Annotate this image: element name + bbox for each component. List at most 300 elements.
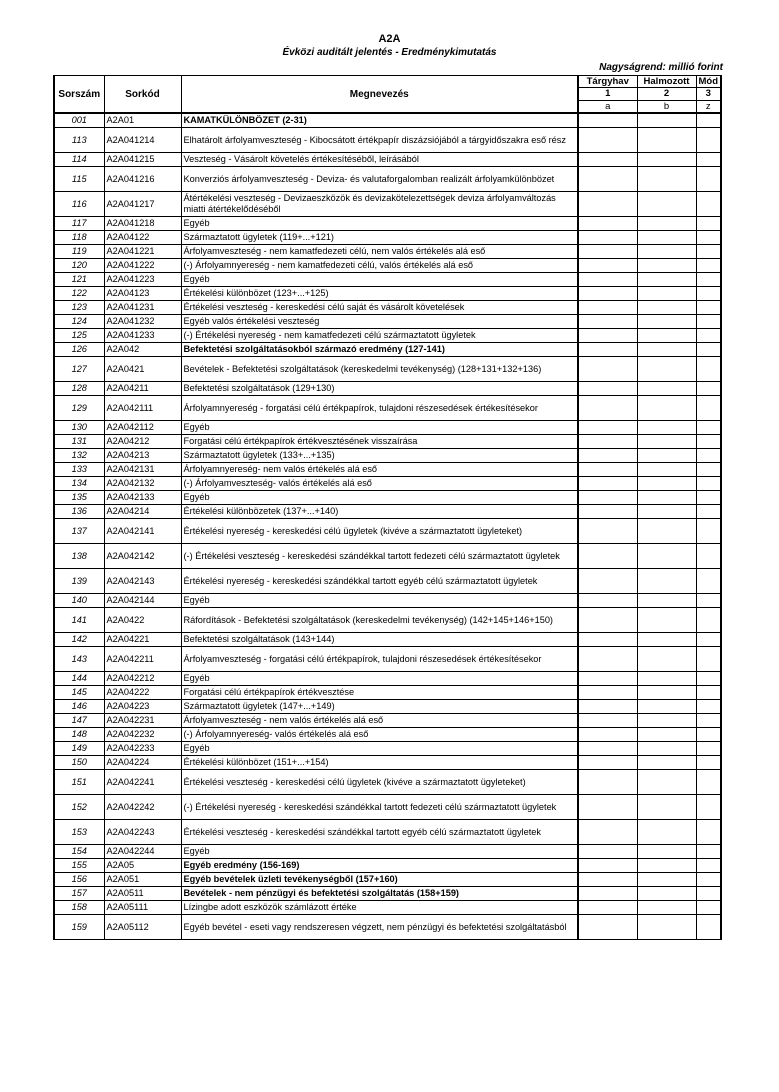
table-row xyxy=(54,901,721,915)
value-cell-month xyxy=(578,396,637,421)
value-cell-month xyxy=(578,756,637,770)
table-row xyxy=(54,569,721,594)
value-cell-month xyxy=(578,505,637,519)
value-cell-cumulative xyxy=(637,273,696,287)
value-cell-cumulative xyxy=(637,594,696,608)
table-row xyxy=(54,756,721,770)
row-code: A2A042133 xyxy=(104,491,181,505)
value-cell-mod xyxy=(696,421,721,435)
row-code: A2A04123 xyxy=(104,287,181,301)
table-row xyxy=(54,343,721,357)
value-cell-month xyxy=(578,273,637,287)
header-col1-num: 1 xyxy=(578,88,637,100)
header-col3: Mód xyxy=(696,76,721,88)
row-name: Értékelési különbözet (123+...+125) xyxy=(181,287,578,301)
value-cell-mod xyxy=(696,728,721,742)
value-cell-month xyxy=(578,633,637,647)
row-name: Értékelési veszteség - kereskedési célú saját és vásárolt követelések xyxy=(181,301,578,315)
table-row xyxy=(54,770,721,795)
row-name: (-) Értékelési veszteség - kereskedési szándékkal tartott fedezeti célú származtatott ügyletek xyxy=(181,544,578,569)
report-subtitle: Évközi auditált jelentés - Eredménykimutatás xyxy=(282,47,497,58)
value-cell-cumulative xyxy=(637,569,696,594)
row-code: A2A01 xyxy=(104,113,181,128)
row-name: Egyéb bevételek üzleti tevékenységből (157+160) xyxy=(181,873,578,887)
row-name: Egyéb xyxy=(181,594,578,608)
value-cell-mod xyxy=(696,544,721,569)
value-cell-mod xyxy=(696,396,721,421)
row-name: Értékelési különbözetek (137+...+140) xyxy=(181,505,578,519)
value-cell-month xyxy=(578,343,637,357)
row-number: 001 xyxy=(54,113,104,128)
row-number: 119 xyxy=(54,245,104,259)
row-name: Értékelési veszteség - kereskedési célú ügyletek (kivéve a származtatott ügyleteket) xyxy=(181,770,578,795)
row-number: 126 xyxy=(54,343,104,357)
value-cell-cumulative xyxy=(637,421,696,435)
table-row xyxy=(54,742,721,756)
table-row xyxy=(54,728,721,742)
value-cell-mod xyxy=(696,287,721,301)
report-title: A2A xyxy=(378,33,401,45)
row-name: Egyéb xyxy=(181,421,578,435)
table-row xyxy=(54,820,721,845)
value-cell-cumulative xyxy=(637,728,696,742)
table-row xyxy=(54,915,721,940)
row-code: A2A042131 xyxy=(104,463,181,477)
value-cell-cumulative xyxy=(637,700,696,714)
value-cell-cumulative xyxy=(637,544,696,569)
table-row xyxy=(54,113,721,128)
value-cell-month xyxy=(578,301,637,315)
row-number: 145 xyxy=(54,686,104,700)
value-cell-month xyxy=(578,859,637,873)
table-row xyxy=(54,421,721,435)
table-row xyxy=(54,217,721,231)
row-number: 148 xyxy=(54,728,104,742)
row-name: Ráfordítások - Befektetési szolgáltatások (kereskedelmi tevékenység) (142+145+146+150) xyxy=(181,608,578,633)
value-cell-cumulative xyxy=(637,901,696,915)
row-code: A2A04222 xyxy=(104,686,181,700)
value-cell-cumulative xyxy=(637,329,696,343)
row-code: A2A04213 xyxy=(104,449,181,463)
row-code: A2A05111 xyxy=(104,901,181,915)
row-name: Származtatott ügyletek (119+...+121) xyxy=(181,231,578,245)
value-cell-mod xyxy=(696,700,721,714)
value-cell-cumulative xyxy=(637,259,696,273)
table-row xyxy=(54,301,721,315)
value-cell-month xyxy=(578,192,637,217)
value-cell-cumulative xyxy=(637,128,696,153)
value-cell-cumulative xyxy=(637,915,696,940)
row-code: A2A041231 xyxy=(104,301,181,315)
row-code: A2A041215 xyxy=(104,153,181,167)
row-name: Konverziós árfolyamveszteség - Deviza- és valutaforgalomban realizált árfolyamkülönbözet xyxy=(181,167,578,192)
row-name: Egyéb xyxy=(181,672,578,686)
value-cell-mod xyxy=(696,742,721,756)
value-cell-month xyxy=(578,594,637,608)
row-number: 135 xyxy=(54,491,104,505)
value-cell-month xyxy=(578,686,637,700)
value-cell-cumulative xyxy=(637,382,696,396)
value-cell-mod xyxy=(696,686,721,700)
header-col1: Tárgyhav xyxy=(578,76,637,88)
row-name: Értékelési veszteség - kereskedési szándékkal tartott egyéb célú származtatott ügyletek xyxy=(181,820,578,845)
table-row xyxy=(54,357,721,382)
value-cell-mod xyxy=(696,901,721,915)
value-cell-cumulative xyxy=(637,192,696,217)
row-code: A2A0511 xyxy=(104,887,181,901)
row-code: A2A042231 xyxy=(104,714,181,728)
value-cell-mod xyxy=(696,519,721,544)
table-row xyxy=(54,259,721,273)
value-cell-mod xyxy=(696,167,721,192)
value-cell-month xyxy=(578,463,637,477)
value-cell-cumulative xyxy=(637,714,696,728)
row-code: A2A041232 xyxy=(104,315,181,329)
value-cell-mod xyxy=(696,382,721,396)
value-cell-cumulative xyxy=(637,820,696,845)
value-cell-cumulative xyxy=(637,396,696,421)
value-cell-mod xyxy=(696,569,721,594)
value-cell-mod xyxy=(696,915,721,940)
value-cell-month xyxy=(578,795,637,820)
value-cell-month xyxy=(578,113,637,128)
table-row xyxy=(54,873,721,887)
value-cell-mod xyxy=(696,845,721,859)
row-code: A2A042241 xyxy=(104,770,181,795)
row-name: Árfolyamnyereség- nem valós értékelés alá eső xyxy=(181,463,578,477)
row-code: A2A041222 xyxy=(104,259,181,273)
table-row xyxy=(54,887,721,901)
row-code: A2A042132 xyxy=(104,477,181,491)
row-number: 122 xyxy=(54,287,104,301)
header-sorkod: Sorkód xyxy=(104,76,181,114)
table-row xyxy=(54,435,721,449)
header-col2-num: 2 xyxy=(637,88,696,100)
row-code: A2A04122 xyxy=(104,231,181,245)
row-number: 159 xyxy=(54,915,104,940)
value-cell-month xyxy=(578,167,637,192)
row-number: 131 xyxy=(54,435,104,449)
value-cell-cumulative xyxy=(637,633,696,647)
value-cell-month xyxy=(578,820,637,845)
row-code: A2A041216 xyxy=(104,167,181,192)
row-name: KAMATKÜLÖNBÖZET (2-31) xyxy=(181,113,578,128)
value-cell-mod xyxy=(696,647,721,672)
row-name: Egyéb xyxy=(181,742,578,756)
value-cell-mod xyxy=(696,301,721,315)
table-row xyxy=(54,231,721,245)
value-cell-month xyxy=(578,887,637,901)
row-number: 115 xyxy=(54,167,104,192)
row-name: Származtatott ügyletek (133+...+135) xyxy=(181,449,578,463)
row-name: Egyéb xyxy=(181,273,578,287)
table-body xyxy=(54,113,721,940)
row-code: A2A042211 xyxy=(104,647,181,672)
value-cell-cumulative xyxy=(637,491,696,505)
value-cell-cumulative xyxy=(637,231,696,245)
value-cell-cumulative xyxy=(637,505,696,519)
row-name: Egyéb valós értékelési veszteség xyxy=(181,315,578,329)
value-cell-mod xyxy=(696,756,721,770)
value-cell-mod xyxy=(696,113,721,128)
value-cell-cumulative xyxy=(637,672,696,686)
row-number: 128 xyxy=(54,382,104,396)
value-cell-mod xyxy=(696,608,721,633)
value-cell-cumulative xyxy=(637,477,696,491)
value-cell-month xyxy=(578,153,637,167)
value-cell-month xyxy=(578,901,637,915)
row-code: A2A042243 xyxy=(104,820,181,845)
row-name: Értékelési különbözet (151+...+154) xyxy=(181,756,578,770)
row-code: A2A042112 xyxy=(104,421,181,435)
value-cell-mod xyxy=(696,315,721,329)
table-row xyxy=(54,608,721,633)
value-cell-month xyxy=(578,231,637,245)
table-row xyxy=(54,795,721,820)
row-name: Árfolyamveszteség - nem valós értékelés alá eső xyxy=(181,714,578,728)
table-row xyxy=(54,396,721,421)
table-row xyxy=(54,463,721,477)
value-cell-mod xyxy=(696,343,721,357)
value-cell-mod xyxy=(696,594,721,608)
table-row xyxy=(54,287,721,301)
row-number: 144 xyxy=(54,672,104,686)
value-cell-cumulative xyxy=(637,463,696,477)
value-cell-mod xyxy=(696,245,721,259)
row-number: 121 xyxy=(54,273,104,287)
row-name: Lízingbe adott eszközök számlázott értéke xyxy=(181,901,578,915)
row-name: Egyéb xyxy=(181,845,578,859)
row-name: Egyéb bevétel - eseti vagy rendszeresen végzett, nem pénzügyi és befektetési szolgáltatásból xyxy=(181,915,578,940)
row-number: 116 xyxy=(54,192,104,217)
row-number: 156 xyxy=(54,873,104,887)
value-cell-mod xyxy=(696,820,721,845)
row-name: Befektetési szolgáltatások (129+130) xyxy=(181,382,578,396)
row-name: (-) Árfolyamveszteség- valós értékelés alá eső xyxy=(181,477,578,491)
table-row xyxy=(54,315,721,329)
row-code: A2A041214 xyxy=(104,128,181,153)
value-cell-month xyxy=(578,449,637,463)
value-cell-mod xyxy=(696,672,721,686)
row-code: A2A04224 xyxy=(104,756,181,770)
table-row xyxy=(54,714,721,728)
value-cell-mod xyxy=(696,491,721,505)
value-cell-mod xyxy=(696,231,721,245)
row-name: Befektetési szolgáltatások (143+144) xyxy=(181,633,578,647)
row-number: 134 xyxy=(54,477,104,491)
value-cell-month xyxy=(578,259,637,273)
unit-note: Nagyságrend: millió forint xyxy=(599,62,723,73)
value-cell-mod xyxy=(696,714,721,728)
row-name: Egyéb xyxy=(181,217,578,231)
value-cell-month xyxy=(578,315,637,329)
value-cell-month xyxy=(578,329,637,343)
value-cell-cumulative xyxy=(637,845,696,859)
value-cell-cumulative xyxy=(637,770,696,795)
value-cell-cumulative xyxy=(637,647,696,672)
value-cell-cumulative xyxy=(637,859,696,873)
table-row xyxy=(54,329,721,343)
table-row xyxy=(54,128,721,153)
row-name: Árfolyamveszteség - nem kamatfedezeti célú, nem valós értékelés alá eső xyxy=(181,245,578,259)
value-cell-cumulative xyxy=(637,357,696,382)
value-cell-cumulative xyxy=(637,435,696,449)
row-name: Befektetési szolgáltatásokból származó eredmény (127-141) xyxy=(181,343,578,357)
row-name: Árfolyamveszteség - forgatási célú értékpapírok, tulajdoni részesedések értékesítésekor xyxy=(181,647,578,672)
value-cell-cumulative xyxy=(637,153,696,167)
row-name: Átértékelési veszteség - Devizaeszközök és devizakötelezettségek deviza árfolyamváltozás miatti átértékelődéséből xyxy=(181,192,578,217)
table-row xyxy=(54,273,721,287)
row-code: A2A042141 xyxy=(104,519,181,544)
header-col1-letter: a xyxy=(578,100,637,113)
row-number: 146 xyxy=(54,700,104,714)
value-cell-month xyxy=(578,714,637,728)
row-code: A2A04221 xyxy=(104,633,181,647)
value-cell-cumulative xyxy=(637,113,696,128)
value-cell-mod xyxy=(696,795,721,820)
value-cell-month xyxy=(578,477,637,491)
row-code: A2A04223 xyxy=(104,700,181,714)
value-cell-month xyxy=(578,491,637,505)
value-cell-mod xyxy=(696,435,721,449)
row-code: A2A042143 xyxy=(104,569,181,594)
row-code: A2A042233 xyxy=(104,742,181,756)
value-cell-mod xyxy=(696,357,721,382)
row-name: (-) Árfolyamnyereség - nem kamatfedezeti célú, valós értékelés alá eső xyxy=(181,259,578,273)
table-row xyxy=(54,544,721,569)
value-cell-mod xyxy=(696,259,721,273)
table-row xyxy=(54,859,721,873)
table-row xyxy=(54,477,721,491)
row-number: 152 xyxy=(54,795,104,820)
value-cell-month xyxy=(578,217,637,231)
income-statement-table xyxy=(53,75,722,940)
value-cell-month xyxy=(578,672,637,686)
row-number: 130 xyxy=(54,421,104,435)
row-name: (-) Értékelési nyereség - kereskedési szándékkal tartott fedezeti célú származtatott ügyletek xyxy=(181,795,578,820)
table-row xyxy=(54,672,721,686)
table-row xyxy=(54,382,721,396)
row-number: 155 xyxy=(54,859,104,873)
row-number: 138 xyxy=(54,544,104,569)
value-cell-cumulative xyxy=(637,167,696,192)
table-row xyxy=(54,491,721,505)
row-name: Értékelési nyereség - kereskedési szándékkal tartott egyéb célú származtatott ügyletek xyxy=(181,569,578,594)
value-cell-cumulative xyxy=(637,287,696,301)
row-number: 129 xyxy=(54,396,104,421)
value-cell-month xyxy=(578,287,637,301)
value-cell-cumulative xyxy=(637,756,696,770)
row-name: Elhatárolt árfolyamveszteség - Kibocsátott értékpapír diszázsiójából a tárgyidőszakra eső rész xyxy=(181,128,578,153)
value-cell-month xyxy=(578,700,637,714)
row-code: A2A042 xyxy=(104,343,181,357)
value-cell-mod xyxy=(696,128,721,153)
value-cell-cumulative xyxy=(637,742,696,756)
row-name: Forgatási célú értékpapírok értékvesztésének visszaírása xyxy=(181,435,578,449)
row-code: A2A041217 xyxy=(104,192,181,217)
value-cell-mod xyxy=(696,505,721,519)
row-code: A2A04214 xyxy=(104,505,181,519)
value-cell-cumulative xyxy=(637,245,696,259)
row-code: A2A04212 xyxy=(104,435,181,449)
row-number: 157 xyxy=(54,887,104,901)
value-cell-cumulative xyxy=(637,519,696,544)
value-cell-month xyxy=(578,845,637,859)
value-cell-month xyxy=(578,421,637,435)
row-code: A2A042142 xyxy=(104,544,181,569)
value-cell-mod xyxy=(696,770,721,795)
row-number: 150 xyxy=(54,756,104,770)
table-row xyxy=(54,633,721,647)
row-number: 141 xyxy=(54,608,104,633)
row-code: A2A05112 xyxy=(104,915,181,940)
value-cell-month xyxy=(578,873,637,887)
row-code: A2A042111 xyxy=(104,396,181,421)
row-name: Bevételek - nem pénzügyi és befektetési szolgáltatás (158+159) xyxy=(181,887,578,901)
row-number: 132 xyxy=(54,449,104,463)
value-cell-mod xyxy=(696,217,721,231)
row-number: 114 xyxy=(54,153,104,167)
value-cell-month xyxy=(578,728,637,742)
value-cell-mod xyxy=(696,273,721,287)
row-code: A2A042244 xyxy=(104,845,181,859)
value-cell-month xyxy=(578,357,637,382)
value-cell-month xyxy=(578,519,637,544)
row-name: Származtatott ügyletek (147+...+149) xyxy=(181,700,578,714)
value-cell-mod xyxy=(696,329,721,343)
row-name: (-) Értékelési nyereség - nem kamatfedezeti célú származtatott ügyletek xyxy=(181,329,578,343)
table-row xyxy=(54,505,721,519)
value-cell-cumulative xyxy=(637,301,696,315)
value-cell-mod xyxy=(696,859,721,873)
row-code: A2A042144 xyxy=(104,594,181,608)
value-cell-month xyxy=(578,245,637,259)
value-cell-mod xyxy=(696,449,721,463)
table-row xyxy=(54,700,721,714)
table-row xyxy=(54,519,721,544)
row-name: Forgatási célú értékpapírok értékvesztése xyxy=(181,686,578,700)
row-name: (-) Árfolyamnyereség- valós értékelés alá eső xyxy=(181,728,578,742)
row-code: A2A042212 xyxy=(104,672,181,686)
row-name: Bevételek - Befektetési szolgáltatások (kereskedelmi tevékenység) (128+131+132+136) xyxy=(181,357,578,382)
table-row xyxy=(54,647,721,672)
table-row xyxy=(54,594,721,608)
value-cell-month xyxy=(578,544,637,569)
row-number: 140 xyxy=(54,594,104,608)
value-cell-cumulative xyxy=(637,873,696,887)
value-cell-cumulative xyxy=(637,686,696,700)
row-number: 142 xyxy=(54,633,104,647)
table-row xyxy=(54,449,721,463)
table-row xyxy=(54,192,721,217)
value-cell-cumulative xyxy=(637,887,696,901)
value-cell-month xyxy=(578,382,637,396)
row-number: 147 xyxy=(54,714,104,728)
value-cell-month xyxy=(578,128,637,153)
row-code: A2A041221 xyxy=(104,245,181,259)
row-number: 139 xyxy=(54,569,104,594)
row-name: Egyéb xyxy=(181,491,578,505)
row-number: 153 xyxy=(54,820,104,845)
row-number: 118 xyxy=(54,231,104,245)
value-cell-month xyxy=(578,647,637,672)
row-number: 151 xyxy=(54,770,104,795)
row-number: 117 xyxy=(54,217,104,231)
row-number: 124 xyxy=(54,315,104,329)
row-number: 137 xyxy=(54,519,104,544)
row-name: Veszteség - Vásárolt követelés értékesítéséből, leírásából xyxy=(181,153,578,167)
row-code: A2A05 xyxy=(104,859,181,873)
